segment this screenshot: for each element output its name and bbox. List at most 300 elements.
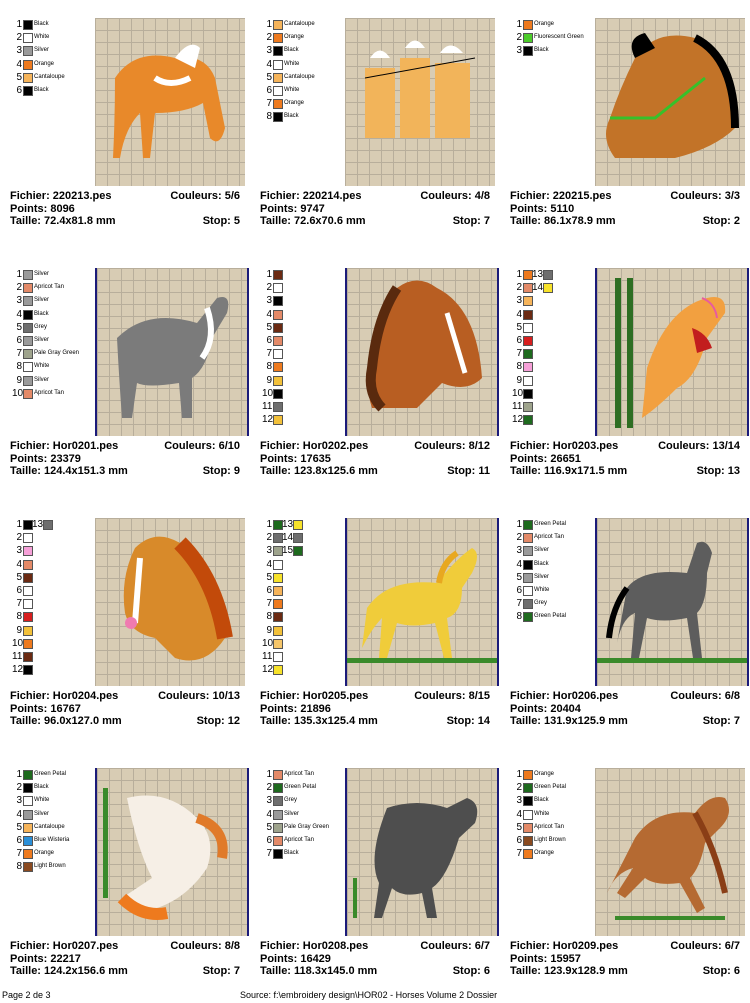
stop-count: Stop: 13 — [696, 465, 740, 477]
thread-color-row — [10, 18, 90, 31]
embroidery-preview — [345, 518, 499, 686]
thread-name: Green Petal — [534, 613, 567, 620]
thread-color-row — [510, 294, 590, 307]
thread-swatch — [23, 862, 33, 872]
thread-color-row — [510, 794, 590, 807]
thread-index: 2 — [16, 32, 22, 44]
thread-index: 1 — [16, 769, 22, 780]
embroidery-preview — [95, 518, 245, 686]
thread-index: 7 — [16, 598, 22, 610]
thread-index: 5 — [266, 71, 272, 83]
thread-index: 7 — [266, 598, 272, 610]
thread-index: 1 — [516, 19, 522, 30]
thread-swatch — [273, 612, 283, 622]
thread-index: 5 — [516, 321, 522, 333]
design-card — [10, 18, 250, 248]
thread-index: 5 — [266, 571, 272, 583]
thread-swatch — [523, 783, 533, 793]
thread-index: 7 — [516, 848, 522, 860]
thread-index: 12 — [262, 414, 274, 426]
thread-color-row — [510, 821, 590, 834]
thread-name: Pale Gray Green — [34, 350, 80, 357]
thread-name: Black — [284, 850, 299, 857]
stop-count: Stop: 5 — [202, 215, 240, 227]
thread-color-row — [10, 294, 90, 307]
thread-color-row — [10, 321, 90, 334]
thread-color-row — [510, 387, 590, 400]
thread-name: White — [34, 34, 50, 41]
thread-color-row — [260, 31, 340, 44]
thread-index: 12 — [12, 664, 24, 676]
thread-index: 5 — [266, 321, 272, 333]
thread-index: 7 — [516, 598, 522, 610]
thread-swatch — [23, 810, 33, 820]
thread-color-list — [260, 18, 340, 124]
thread-index: 2 — [16, 532, 22, 544]
thread-swatch — [273, 376, 283, 386]
design-size: Taille: 72.6x70.6 mm — [260, 215, 366, 227]
thread-swatch — [273, 573, 283, 583]
thread-swatch — [23, 86, 33, 96]
embroidery-preview — [595, 268, 749, 436]
design-card — [260, 518, 500, 748]
thread-swatch — [523, 33, 533, 43]
thread-index: 1 — [266, 19, 272, 30]
color-count: Couleurs: 6/7 — [670, 940, 740, 952]
thread-index: 7 — [16, 348, 22, 360]
design-size: Taille: 118.3x145.0 mm — [260, 965, 378, 977]
thread-swatch — [273, 770, 283, 780]
thread-color-row — [10, 781, 90, 794]
thread-index: 5 — [16, 571, 22, 583]
thread-index: 2 — [266, 32, 272, 44]
stop-count: Stop: 7 — [452, 215, 490, 227]
thread-name: Green Petal — [534, 521, 567, 527]
thread-index: 3 — [16, 795, 22, 807]
thread-index: 15 — [282, 545, 294, 557]
thread-swatch — [273, 270, 283, 280]
design-card — [260, 268, 500, 498]
thread-color-row — [10, 347, 90, 360]
thread-name: White — [534, 810, 550, 817]
thread-swatch — [23, 310, 33, 320]
file-name: Fichier: Hor0203.pes — [510, 440, 619, 452]
thread-color-row — [10, 334, 90, 347]
thread-color-row — [260, 834, 340, 847]
file-name: Fichier: Hor0206.pes — [510, 690, 619, 702]
thread-swatch — [23, 389, 33, 399]
thread-name: Silver — [34, 810, 50, 817]
stitch-points: Points: 17635 — [260, 452, 331, 465]
thread-index: 5 — [266, 821, 272, 833]
thread-color-row — [260, 544, 340, 557]
horse-illustration — [97, 768, 247, 936]
embroidery-preview — [595, 518, 749, 686]
thread-swatch — [273, 652, 283, 662]
thread-swatch — [23, 560, 33, 570]
thread-color-list — [260, 518, 340, 676]
thread-color-row — [510, 281, 590, 294]
thread-swatch — [273, 639, 283, 649]
thread-color-row — [10, 44, 90, 57]
thread-name: Silver — [284, 810, 300, 817]
thread-color-row — [10, 308, 90, 321]
thread-color-row — [10, 71, 90, 84]
embroidery-preview — [95, 768, 249, 936]
thread-name: White — [34, 797, 50, 804]
source-path: Source: f:\embroidery design\HOR02 - Horses Volume 2 Dossier — [240, 990, 498, 1000]
thread-index: 4 — [16, 308, 22, 320]
thread-color-row — [260, 44, 340, 57]
thread-index: 14 — [532, 282, 544, 294]
thread-index: 11 — [262, 650, 273, 662]
thread-index: 7 — [516, 348, 522, 360]
design-size: Taille: 131.9x125.9 mm — [510, 715, 628, 727]
thread-name: White — [534, 586, 550, 593]
thread-name: Silver — [34, 271, 50, 277]
thread-name: Grey — [534, 600, 548, 607]
thread-color-row — [510, 610, 590, 623]
thread-name: Orange — [34, 60, 55, 67]
thread-index: 9 — [516, 374, 522, 386]
thread-swatch — [523, 810, 533, 820]
design-card — [260, 768, 500, 998]
thread-swatch — [273, 796, 283, 806]
thread-color-row — [510, 531, 590, 544]
stitch-points: Points: 5110 — [510, 202, 575, 215]
design-size: Taille: 72.4x81.8 mm — [10, 215, 116, 227]
thread-color-row — [260, 281, 340, 294]
thread-color-row — [10, 821, 90, 834]
file-name: Fichier: Hor0208.pes — [260, 940, 369, 952]
thread-color-row — [510, 597, 590, 610]
thread-color-row — [260, 413, 340, 426]
thread-color-list — [10, 268, 90, 400]
stop-count: Stop: 2 — [702, 215, 740, 227]
thread-index: 4 — [266, 58, 272, 70]
thread-color-row — [260, 821, 340, 834]
thread-color-row — [510, 347, 590, 360]
stop-count: Stop: 7 — [202, 965, 240, 977]
thread-color-row — [510, 334, 590, 347]
horse-illustration — [595, 768, 745, 936]
thread-index: 2 — [266, 282, 272, 294]
thread-swatch — [523, 310, 533, 320]
thread-color-list — [260, 268, 340, 426]
thread-index: 6 — [16, 584, 22, 596]
thread-color-row — [10, 584, 90, 597]
thread-index: 12 — [262, 664, 274, 676]
thread-index: 4 — [516, 808, 522, 820]
thread-index: 1 — [516, 269, 522, 280]
thread-name: Apricot Tan — [534, 823, 564, 830]
thread-swatch — [293, 520, 303, 530]
thread-color-row — [260, 584, 340, 597]
color-count: Couleurs: 4/8 — [420, 190, 490, 202]
thread-color-row — [260, 808, 340, 821]
file-name: Fichier: Hor0207.pes — [10, 940, 119, 952]
thread-name: Black — [534, 560, 549, 567]
thread-swatch — [23, 770, 33, 780]
design-card — [10, 268, 250, 498]
thread-swatch — [523, 533, 533, 543]
thread-color-row — [10, 374, 90, 387]
thread-swatch — [273, 626, 283, 636]
thread-name: Light Brown — [34, 863, 66, 870]
color-count: Couleurs: 8/12 — [414, 440, 490, 452]
thread-index: 6 — [516, 584, 522, 596]
thread-name: Orange — [284, 100, 305, 107]
thread-index: 5 — [516, 821, 522, 833]
thread-swatch — [23, 849, 33, 859]
thread-swatch — [23, 599, 33, 609]
thread-color-row — [260, 58, 340, 71]
thread-color-row — [260, 624, 340, 637]
thread-color-row — [10, 58, 90, 71]
thread-swatch — [273, 362, 283, 372]
thread-swatch — [23, 823, 33, 833]
file-name: Fichier: Hor0202.pes — [260, 440, 369, 452]
thread-index: 3 — [266, 45, 272, 57]
thread-swatch — [523, 336, 533, 346]
thread-color-row — [260, 18, 340, 31]
thread-color-row — [260, 84, 340, 97]
thread-color-row — [10, 360, 90, 373]
color-count: Couleurs: 3/3 — [670, 190, 740, 202]
thread-swatch — [523, 323, 533, 333]
thread-index: 6 — [266, 834, 272, 846]
thread-swatch — [273, 112, 283, 122]
thread-name: Silver — [534, 547, 550, 554]
thread-index: 1 — [266, 769, 272, 780]
thread-color-row — [510, 808, 590, 821]
thread-index: 3 — [516, 45, 522, 57]
design-size: Taille: 86.1x78.9 mm — [510, 215, 616, 227]
thread-name: White — [34, 363, 50, 370]
thread-color-row — [260, 387, 340, 400]
thread-swatch — [23, 349, 33, 359]
design-card — [510, 518, 750, 748]
thread-index: 3 — [516, 795, 522, 807]
thread-swatch — [523, 389, 533, 399]
thread-index: 3 — [516, 545, 522, 557]
horse-illustration — [347, 518, 497, 686]
thread-color-row — [510, 374, 590, 387]
thread-swatch — [273, 560, 283, 570]
thread-swatch — [23, 336, 33, 346]
thread-color-list — [510, 518, 590, 624]
thread-swatch — [523, 546, 533, 556]
design-size: Taille: 123.8x125.6 mm — [260, 465, 378, 477]
thread-color-row — [510, 847, 590, 860]
thread-swatch — [273, 86, 283, 96]
thread-index: 3 — [16, 295, 22, 307]
thread-color-row — [10, 847, 90, 860]
thread-swatch — [23, 586, 33, 596]
thread-index: 4 — [16, 58, 22, 70]
thread-name: Apricot Tan — [34, 284, 64, 291]
color-count: Couleurs: 5/6 — [170, 190, 240, 202]
thread-swatch — [523, 573, 533, 583]
thread-swatch — [273, 415, 283, 425]
design-card — [10, 518, 250, 748]
thread-color-row — [260, 794, 340, 807]
thread-index: 2 — [516, 32, 522, 44]
thread-index: 7 — [16, 848, 22, 860]
stitch-points: Points: 9747 — [260, 202, 325, 215]
thread-index: 11 — [512, 400, 523, 412]
thread-color-row — [10, 387, 90, 400]
thread-color-row — [10, 597, 90, 610]
thread-color-row — [510, 834, 590, 847]
thread-name: Green Petal — [534, 784, 567, 791]
thread-color-row — [510, 768, 590, 781]
thread-color-row — [10, 794, 90, 807]
file-name: Fichier: 220215.pes — [510, 190, 612, 202]
thread-swatch — [23, 46, 33, 56]
thread-swatch — [273, 849, 283, 859]
thread-index: 3 — [266, 795, 272, 807]
thread-color-row — [10, 31, 90, 44]
horse-illustration — [95, 518, 245, 686]
file-name: Fichier: Hor0204.pes — [10, 690, 119, 702]
thread-swatch — [523, 849, 533, 859]
design-size: Taille: 96.0x127.0 mm — [10, 715, 122, 727]
thread-color-row — [510, 544, 590, 557]
thread-color-row — [260, 110, 340, 123]
thread-color-row — [10, 268, 90, 281]
thread-swatch — [273, 323, 283, 333]
thread-name: Orange — [534, 771, 555, 777]
thread-index: 1 — [16, 519, 22, 530]
thread-index: 2 — [16, 782, 22, 794]
thread-swatch — [523, 560, 533, 570]
thread-name: Green Petal — [34, 771, 67, 777]
thread-index: 6 — [266, 84, 272, 96]
thread-index: 1 — [516, 769, 522, 780]
thread-swatch — [23, 573, 33, 583]
thread-swatch — [273, 810, 283, 820]
thread-name: Apricot Tan — [284, 771, 314, 777]
thread-index: 3 — [16, 545, 22, 557]
stop-count: Stop: 6 — [452, 965, 490, 977]
thread-swatch — [523, 823, 533, 833]
thread-index: 7 — [266, 848, 272, 860]
thread-name: Black — [284, 113, 299, 120]
horse-illustration — [97, 268, 247, 436]
thread-swatch — [23, 376, 33, 386]
thread-index: 2 — [266, 782, 272, 794]
thread-name: Black — [34, 784, 49, 791]
thread-color-row — [510, 18, 590, 31]
thread-swatch — [273, 20, 283, 30]
thread-name: Black — [284, 47, 299, 54]
thread-color-row — [510, 518, 590, 531]
thread-swatch — [273, 336, 283, 346]
thread-index: 8 — [516, 611, 522, 623]
thread-name: Apricot Tan — [34, 389, 64, 396]
color-count: Couleurs: 6/7 — [420, 940, 490, 952]
thread-swatch — [293, 533, 303, 543]
thread-name: Silver — [34, 297, 50, 304]
color-count: Couleurs: 6/8 — [670, 690, 740, 702]
thread-swatch — [523, 349, 533, 359]
thread-index: 6 — [266, 584, 272, 596]
thread-color-row — [260, 334, 340, 347]
thread-index: 3 — [266, 545, 272, 557]
thread-color-row — [10, 610, 90, 623]
stitch-points: Points: 16767 — [10, 702, 81, 715]
embroidery-preview — [345, 18, 495, 186]
thread-name: Grey — [284, 797, 298, 804]
thread-swatch — [23, 783, 33, 793]
thread-swatch — [23, 60, 33, 70]
thread-color-row — [260, 597, 340, 610]
thread-color-row — [260, 663, 340, 676]
thread-name: Apricot Tan — [534, 534, 564, 541]
stitch-points: Points: 15957 — [510, 952, 581, 965]
thread-name: Silver — [34, 336, 50, 343]
thread-color-row — [10, 637, 90, 650]
thread-name: Pale Gray Green — [284, 823, 330, 830]
thread-swatch — [293, 546, 303, 556]
thread-index: 6 — [16, 334, 22, 346]
design-card — [510, 768, 750, 998]
thread-index: 9 — [266, 624, 272, 636]
thread-color-row — [510, 268, 590, 281]
thread-index: 5 — [16, 821, 22, 833]
thread-swatch — [523, 586, 533, 596]
thread-index: 2 — [516, 282, 522, 294]
thread-color-row — [10, 84, 90, 97]
thread-swatch — [273, 665, 283, 675]
thread-swatch — [273, 402, 283, 412]
thread-index: 14 — [282, 532, 294, 544]
design-card — [510, 18, 750, 248]
thread-index: 9 — [16, 374, 22, 386]
thread-index: 1 — [16, 19, 22, 30]
thread-index: 8 — [16, 861, 22, 873]
thread-swatch — [523, 362, 533, 372]
design-card — [10, 768, 250, 998]
thread-swatch — [273, 33, 283, 43]
thread-color-list — [10, 18, 90, 97]
file-name: Fichier: Hor0205.pes — [260, 690, 369, 702]
horse-illustration — [347, 268, 497, 436]
thread-color-row — [510, 781, 590, 794]
file-name: Fichier: 220213.pes — [10, 190, 112, 202]
thread-color-row — [10, 768, 90, 781]
thread-swatch — [273, 283, 283, 293]
thread-index: 8 — [516, 361, 522, 373]
stop-count: Stop: 12 — [196, 715, 240, 727]
thread-name: White — [284, 86, 300, 93]
thread-index: 2 — [516, 532, 522, 544]
thread-color-list — [10, 768, 90, 874]
thread-color-row — [260, 347, 340, 360]
thread-color-row — [510, 413, 590, 426]
embroidery-preview — [95, 268, 249, 436]
stop-count: Stop: 7 — [702, 715, 740, 727]
thread-index: 1 — [266, 519, 272, 530]
thread-index: 2 — [266, 532, 272, 544]
thread-index: 8 — [266, 611, 272, 623]
thread-swatch — [523, 376, 533, 386]
stop-count: Stop: 14 — [446, 715, 490, 727]
thread-color-row — [510, 31, 590, 44]
page-number: Page 2 de 3 — [2, 990, 51, 1000]
thread-index: 5 — [516, 571, 522, 583]
